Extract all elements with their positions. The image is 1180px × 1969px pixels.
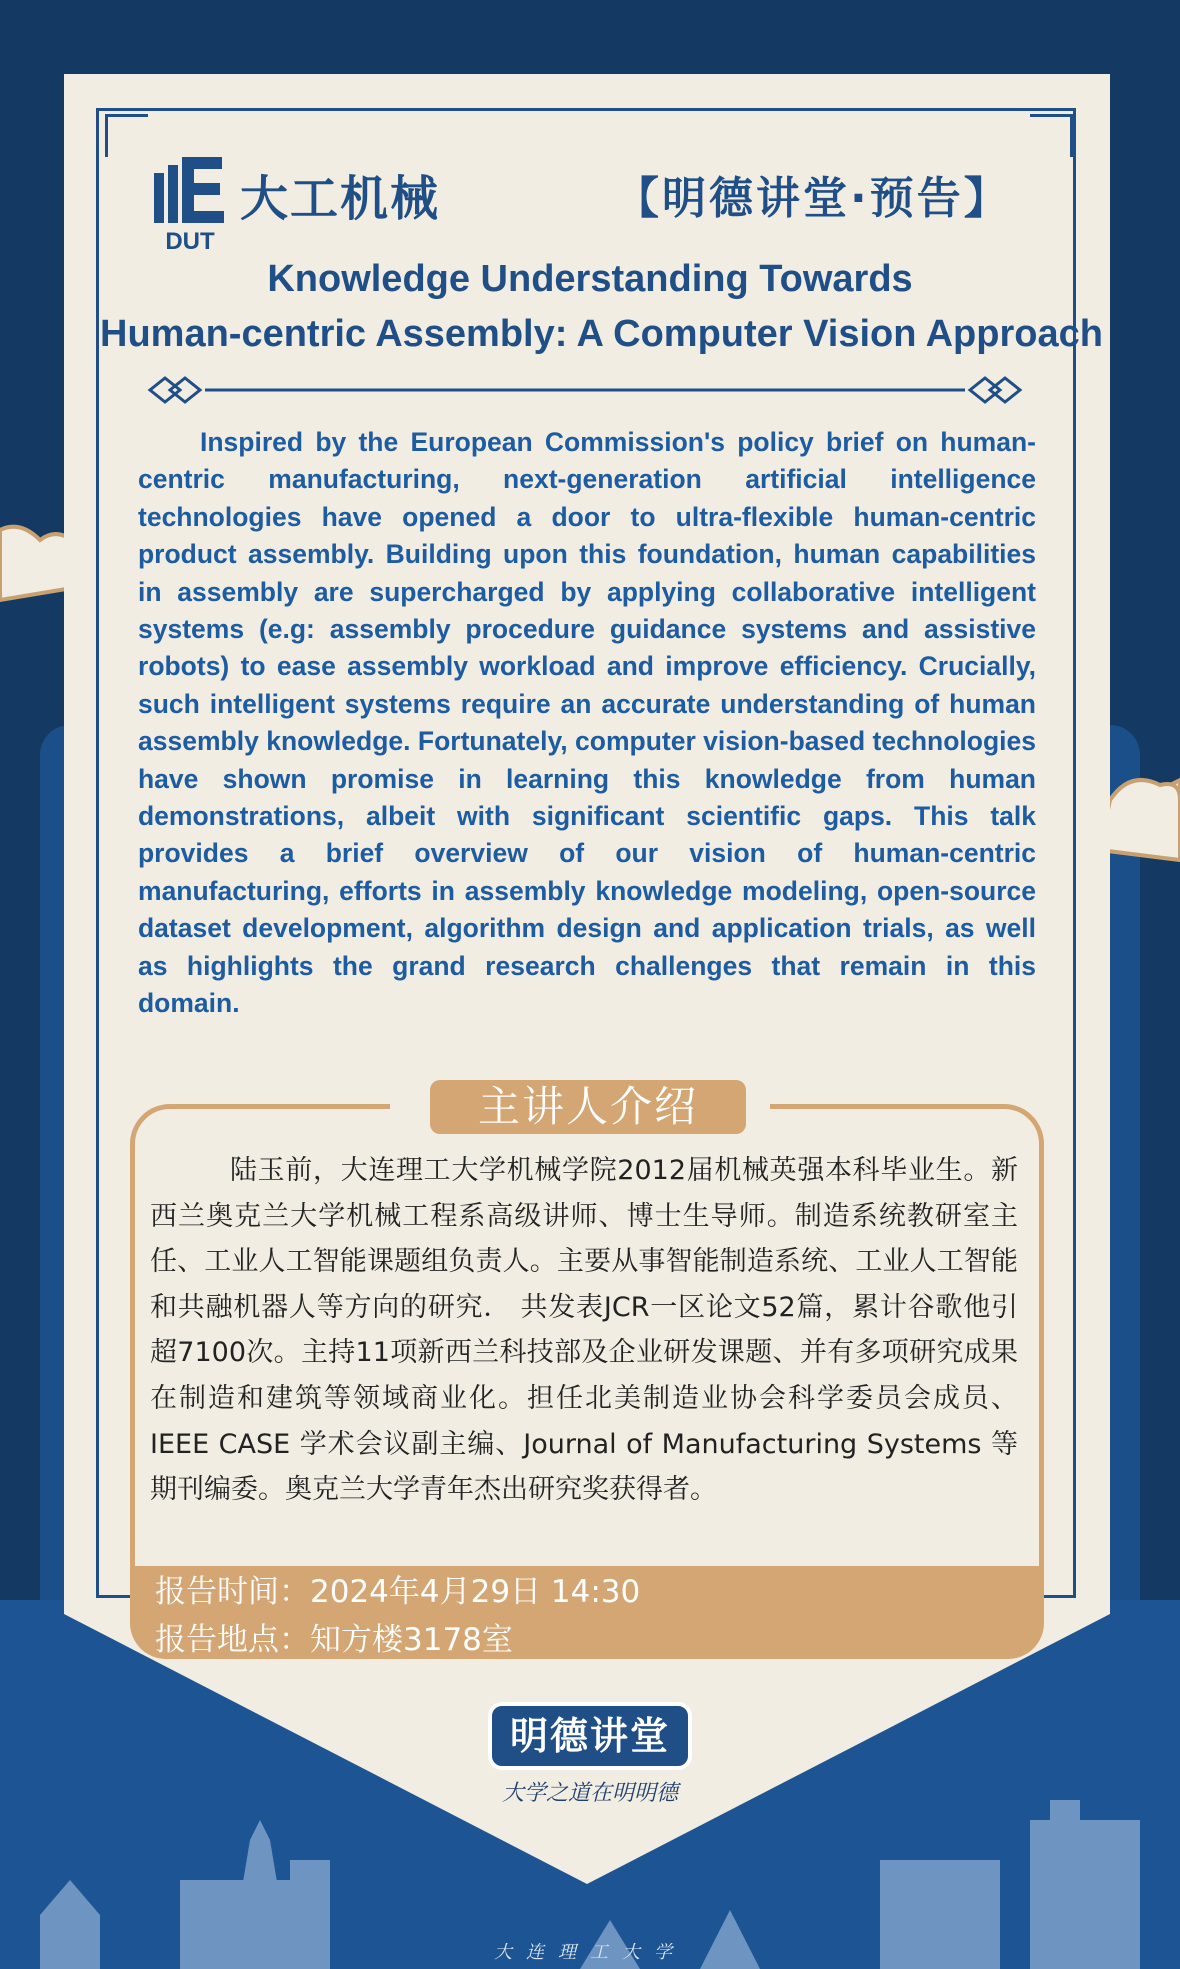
talk-title-line-2: Human-centric Assembly: A Computer Vision Approach [100,313,1103,355]
title-divider [145,370,1025,410]
corner-ornament-right [1030,114,1073,157]
logo-abbreviation: DUT [165,228,215,253]
talk-abstract: Inspired by the European Commission's policy brief on human-centric manufacturing, next-generation artificial intelligence technologies have opened a door to ultra-flexible human-centric product assembly. Building upon this foundation, human capabilities in assembly are supercharged by applying collaborative intelligent systems (e.g: assembly procedure guidance systems and assistive robots) to ease assembly workload and improve efficiency. Crucially, such intelligent systems require an accurate understanding of human assembly knowledge. Fortunately, computer vision-based technologies have shown promise in learning this knowledge from human demonstrations, albeit with significant scientific gaps. This talk provides a brief overview of our vision of human-centric manufacturing, efforts in assembly knowledge modeling, open-source dataset development, algorithm design and application trials, as well as highlights the grand research challenges that remain in this domain. [138,427,1036,1019]
dut-logo-icon [150,143,230,253]
logo-name: 大工机械 [240,171,441,227]
university-name: 大连理工大学 [494,1942,686,1963]
event-banner: 【明德讲堂·预告】 [615,173,1011,224]
speaker-heading: 主讲人介绍 [430,1080,746,1134]
event-place: 报告地点：知方楼3178室 [155,1622,513,1658]
lecture-brand-logo: 明德讲堂 [488,1702,692,1770]
corner-ornament-left [105,114,148,157]
lecture-motto: 大学之道在明明德 [501,1781,678,1806]
talk-title-line-1: Knowledge Understanding Towards [267,258,913,300]
event-time: 报告时间：2024年4月29日 14:30 [155,1574,641,1610]
speaker-bio: 陆玉前，大连理工大学机械学院2012届机械英强本科毕业生。新西兰奥克兰大学机械工程系高级讲师、博士生导师。制造系统教研室主任、工业人工智能课题组负责人。主要从事智能制造系统、工业人工智能和共融机器人等方向的研究． 共发表JCR一区论文52篇，累计谷歌他引超7100次。主持11项新西兰科技部及企业研发课题、并有多项研究成果在制造和建筑等领域商业化。担任北美制造业协会科学委员会成员、IEEE CASE 学术会议副主编、Journal of Manufacturing Systems 等期刊编委。奥克兰大学青年杰出研究奖获得者。 [150,1155,1018,1506]
